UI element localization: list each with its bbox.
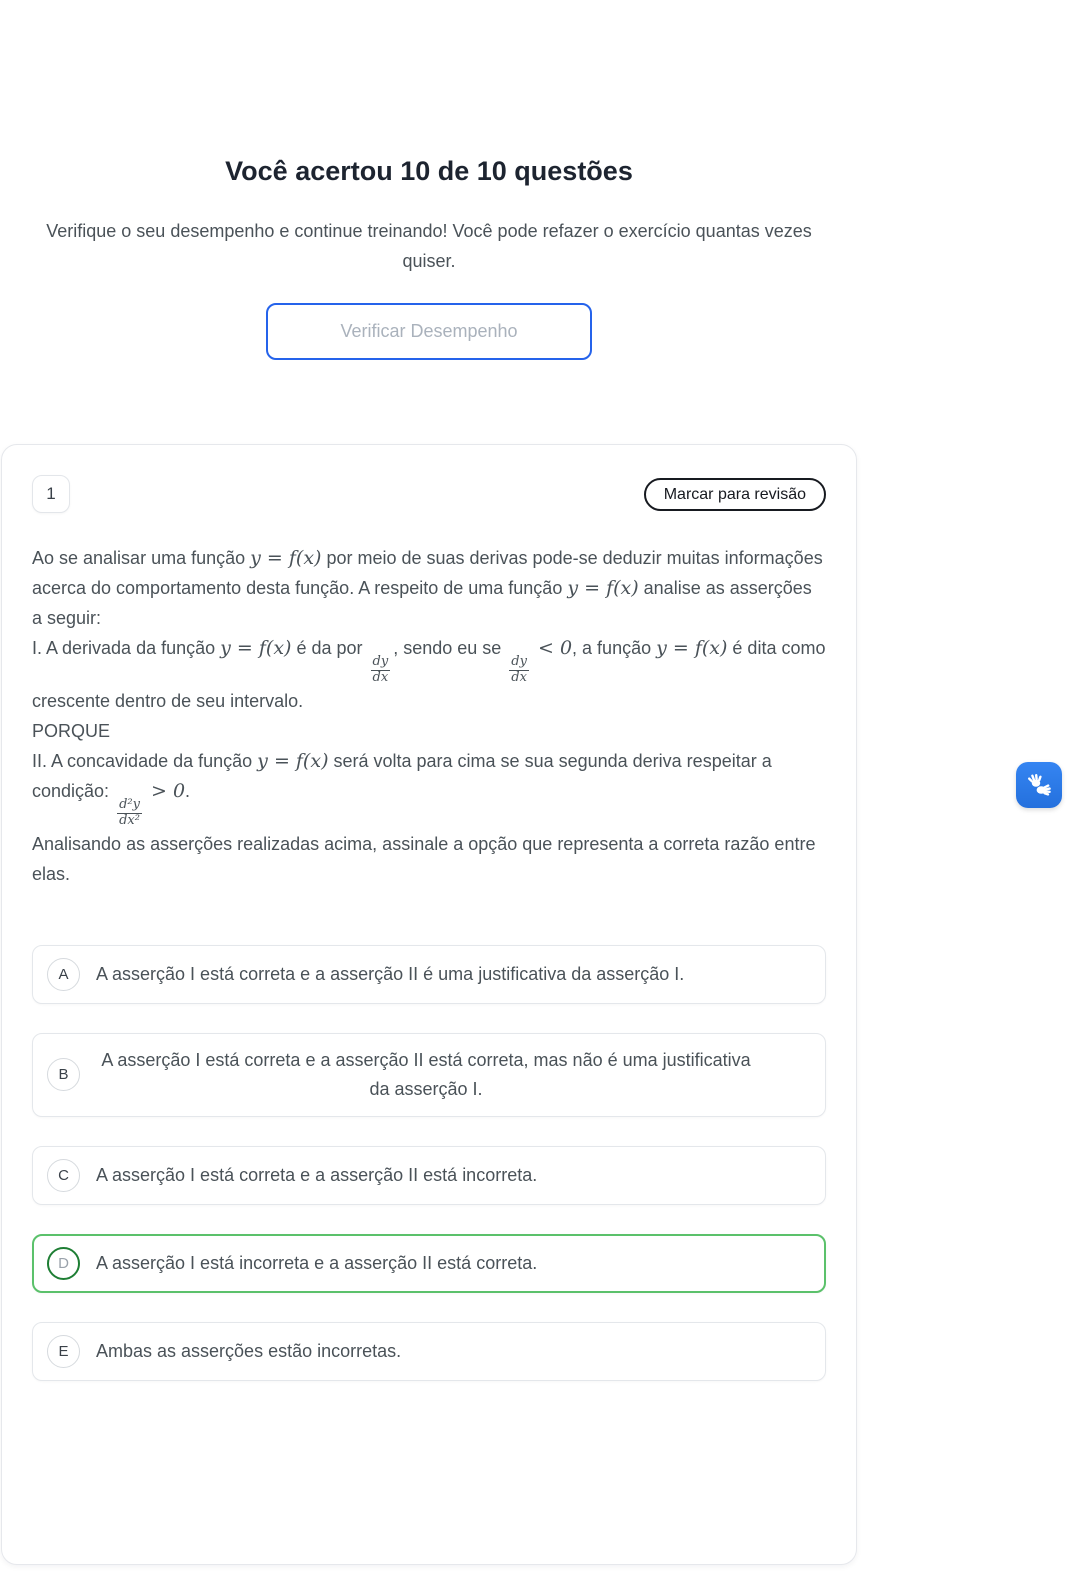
math-expression: y = f(x) xyxy=(656,637,728,659)
fraction-dy-dx: $\frac{dy}{dx}$ xyxy=(511,654,527,685)
question-card xyxy=(1,444,857,1565)
math-expression: y = f(x) xyxy=(250,547,322,569)
option-letter-badge: E xyxy=(47,1335,80,1368)
math-expression: > 0 xyxy=(144,779,186,802)
math-expression: < 0 xyxy=(531,637,573,659)
question-number-badge: 1 xyxy=(32,475,70,513)
option-text: A asserção I está correta e a asserção II é uma justificativa da asserção I. xyxy=(96,963,685,984)
fraction-dy-dx: $\frac{dy}{dx}$ xyxy=(372,654,389,685)
verify-performance-button[interactable]: Verificar Desempenho xyxy=(266,303,592,360)
question-intro: Ao se analisar uma função y = f(x) por meio de suas derivas pode-se deduzir muitas informações acerca do comportamento desta função. A respeito de uma função y = f(x) analise as asserções a seguir: xyxy=(32,547,823,628)
answer-option-b[interactable] xyxy=(32,1033,826,1117)
option-text: Ambas as asserções estão incorretas. xyxy=(96,1340,402,1361)
answer-option-c[interactable] xyxy=(32,1146,826,1205)
math-expression: y = f(x) xyxy=(220,637,292,659)
option-text: A asserção I está incorreta e a asserção II está correta. xyxy=(96,1252,538,1273)
math-expression: y = f(x) xyxy=(257,749,329,772)
answer-option-d-selected[interactable] xyxy=(32,1234,826,1293)
assertion-1: I. A derivada da função y = f(x) é da por $\frac{dy}{dx}$ , sendo eu se $\frac{dy}{dx}$ < 0, a função y = f(x) é dita como crescente dentro de seu intervalo. xyxy=(32,637,826,711)
option-letter-badge: B xyxy=(47,1058,80,1091)
option-letter-badge: D xyxy=(47,1247,80,1280)
results-summary xyxy=(0,0,858,360)
assertion-2: II. A concavidade da função y = f(x) será volta para cima se sua segunda deriva respeitar a condição: $\frac{\text{d²y}}{\text{dx²}}$ > 0. xyxy=(32,749,772,828)
results-subtitle: Verifique o seu desempenho e continue treinando! Você pode refazer o exercício quantas vezes quiser. xyxy=(46,221,812,271)
math-expression: y = f(x) xyxy=(567,577,639,599)
answer-options xyxy=(32,945,826,1381)
question-body xyxy=(32,543,826,889)
sign-language-accessibility-button[interactable] xyxy=(1016,762,1062,808)
question-closing: Analisando as asserções realizadas acima, assinale a opção que representa a correta razão entre elas. xyxy=(32,833,816,884)
option-letter-badge: C xyxy=(47,1159,80,1192)
question-header xyxy=(32,475,826,513)
sign-language-hands-icon xyxy=(1025,771,1053,799)
mark-for-review-button[interactable]: Marcar para revisão xyxy=(644,478,826,511)
option-text: A asserção I está correta e a asserção II está correta, mas não é uma justificativa da asserção I. xyxy=(101,1049,751,1099)
connector-porque: PORQUE xyxy=(32,720,111,741)
results-title: Você acertou 10 de 10 questões xyxy=(225,156,633,186)
option-letter-badge: A xyxy=(47,958,80,991)
answer-option-e[interactable] xyxy=(32,1322,826,1381)
fraction-d2y-dx2: $\frac{\text{d²y}}{\text{dx²}}$ xyxy=(119,796,140,828)
option-text: A asserção I está correta e a asserção II está incorreta. xyxy=(96,1164,538,1185)
answer-option-a[interactable] xyxy=(32,945,826,1004)
